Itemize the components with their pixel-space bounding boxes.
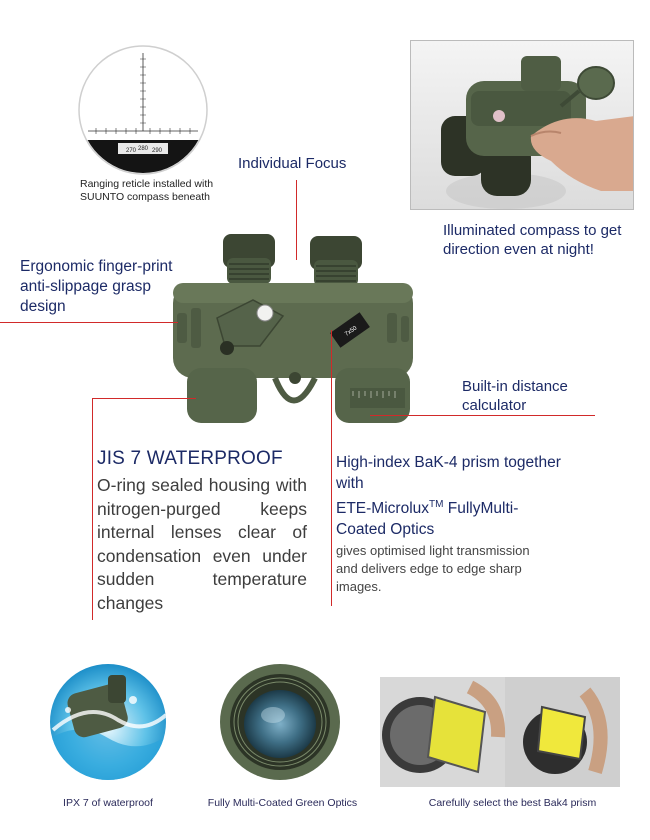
prism-body: gives optimised light transmission and delivers edge to edge sharp images. [336,543,530,594]
ipx7-caption: IPX 7 of waterproof [63,797,153,809]
svg-text:7x50: 7x50 [344,325,359,338]
prism-title-line1: High-index BaK-4 prism together with [336,454,561,492]
illuminated-compass-caption: Illuminated compass to get direction even at night! [443,222,622,258]
compass-number: 270 [126,148,137,154]
distance-calculator-label: Built-in distance calculator [462,378,568,414]
ranging-reticle-image [78,45,208,175]
prism-title-line2: FullyMulti-Coated Optics [336,500,519,539]
ipx7-waterproof-image [48,660,168,785]
reticle-caption: Ranging reticle installed with SUUNTO compass beneath [80,178,214,203]
focus-leader-line [296,180,297,260]
waterproof-leader-h [92,398,196,399]
compass-number: 290 [152,148,163,154]
ergonomic-grip-label: Ergonomic finger-print anti-slippage grasp design [20,258,173,315]
green-optics-image [215,660,345,785]
ergonomic-leader-line [0,322,178,323]
prism-brand: ETE-Microlux [336,500,430,518]
distance-leader-line [370,415,595,416]
prism-title [336,452,566,540]
compass-number: 280 [138,146,149,152]
binoculars-image [165,228,425,428]
green-optics-caption: Fully Multi-Coated Green Optics [207,797,358,809]
waterproof-body: O-ring sealed housing with nitrogen-purged keeps internal lenses clear of condensation even under sudden temperature changes [97,475,307,613]
prism-leader-line [331,330,332,606]
bak4-prism-image [380,677,620,787]
illuminated-compass-photo [410,40,634,210]
waterproof-title: JIS 7 WATERPROOF [97,448,283,469]
waterproof-leader-v [92,398,93,620]
prism-tm: TM [429,499,444,510]
individual-focus-label: Individual Focus [238,155,347,172]
bak4-prism-caption: Carefully select the best Bak4 prism [428,797,597,809]
